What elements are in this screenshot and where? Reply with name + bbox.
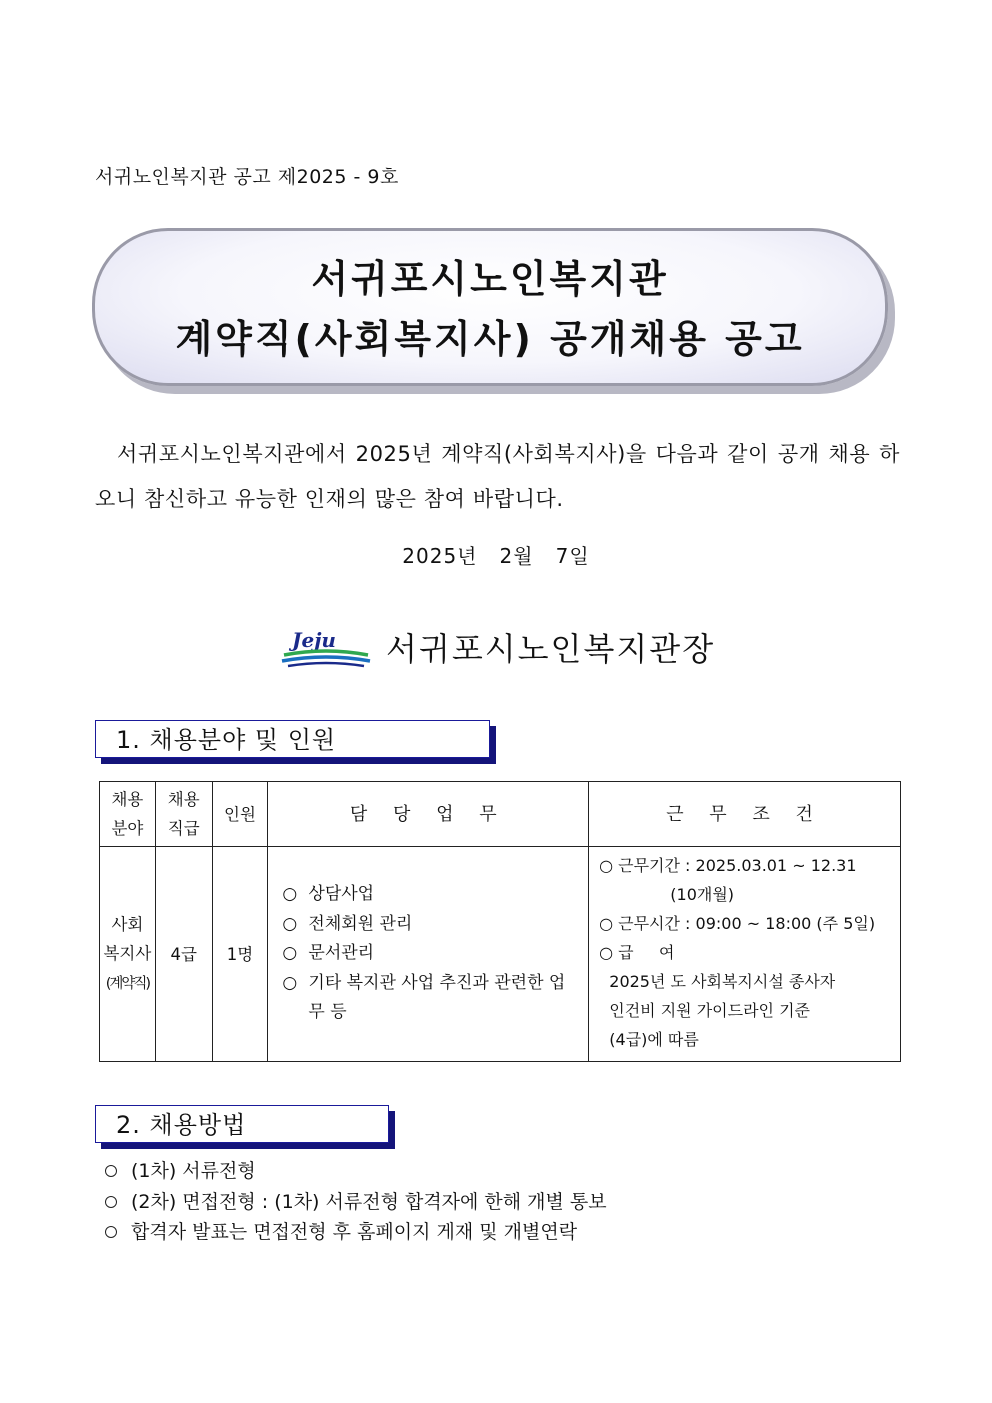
list-item: ○ 문서관리 bbox=[282, 943, 375, 964]
list-item: 합격자 발표는 면접전형 후 홈페이지 게재 및 개별연락 bbox=[105, 1217, 607, 1248]
table-header-row bbox=[100, 782, 901, 847]
list-item: ○ 기타 복지관 사업 추진과 관련한 업무 등 bbox=[282, 972, 566, 1023]
section-2-heading: 2. 채용방법 bbox=[95, 1105, 389, 1143]
condition-line: ○ 근무시간 : 09:00 ~ 18:00 (주 5일) bbox=[599, 914, 876, 933]
condition-line: ○ 급 여 bbox=[599, 943, 675, 962]
header-grade: 채용 직급 bbox=[155, 782, 212, 847]
table-row bbox=[100, 847, 901, 1062]
intro-paragraph bbox=[95, 432, 900, 522]
cell-grade: 4급 bbox=[155, 847, 212, 1062]
title-line-1: 서귀포시노인복지관 bbox=[311, 257, 669, 301]
condition-line: ○ 근무기간 : 2025.03.01 ~ 12.31 bbox=[599, 856, 857, 875]
condition-line: (10개월) bbox=[599, 885, 735, 904]
header-conditions: 근 무 조 건 bbox=[589, 782, 901, 847]
circle-bullet-icon bbox=[105, 1226, 117, 1238]
title-line-2: 계약직(사회복지사) 공개채용 공고 bbox=[175, 317, 805, 361]
header-duties: 담 당 업 무 bbox=[268, 782, 589, 847]
notice-number: 서귀노인복지관 공고 제2025 - 9호 bbox=[95, 166, 399, 188]
condition-line: 2025년 도 사회복지시설 종사자 bbox=[599, 972, 836, 991]
list-item: (2차) 면접전형 : (1차) 서류전형 합격자에 한해 개별 통보 bbox=[105, 1187, 607, 1218]
list-item: (1차) 서류전형 bbox=[105, 1156, 607, 1187]
cell-count: 1명 bbox=[212, 847, 268, 1062]
signer-name: 서귀포시노인복지관장 bbox=[386, 630, 716, 668]
condition-line: (4급)에 따름 bbox=[599, 1030, 699, 1049]
logo-text: Jeju bbox=[292, 628, 336, 652]
circle-bullet-icon bbox=[105, 1165, 117, 1177]
signer-block bbox=[280, 622, 715, 672]
section-1-heading: 1. 채용분야 및 인원 bbox=[95, 720, 490, 758]
list-item: ○ 상담사업 bbox=[282, 884, 375, 905]
recruitment-table bbox=[99, 781, 901, 1062]
announcement-date: 2025년 2월 7일 bbox=[402, 544, 590, 568]
cell-conditions bbox=[589, 847, 901, 1062]
condition-line: 인건비 지원 가이드라인 기준 bbox=[599, 1001, 810, 1020]
list-item: ○ 전체회원 관리 bbox=[282, 913, 413, 934]
header-count: 인원 bbox=[212, 782, 268, 847]
jeju-logo-icon bbox=[280, 625, 372, 669]
method-list bbox=[105, 1156, 607, 1248]
cell-field: 사회 복지사 (계약직) bbox=[100, 847, 156, 1062]
cell-duties bbox=[268, 847, 589, 1062]
intro-text: 서귀포시노인복지관에서 2025년 계약직(사회복지사)을 다음과 같이 공개 채용 하오니 참신하고 유능한 인재의 많은 참여 바랍니다. bbox=[95, 442, 900, 511]
title-banner bbox=[92, 228, 888, 386]
header-field: 채용 분야 bbox=[100, 782, 156, 847]
circle-bullet-icon bbox=[105, 1196, 117, 1208]
